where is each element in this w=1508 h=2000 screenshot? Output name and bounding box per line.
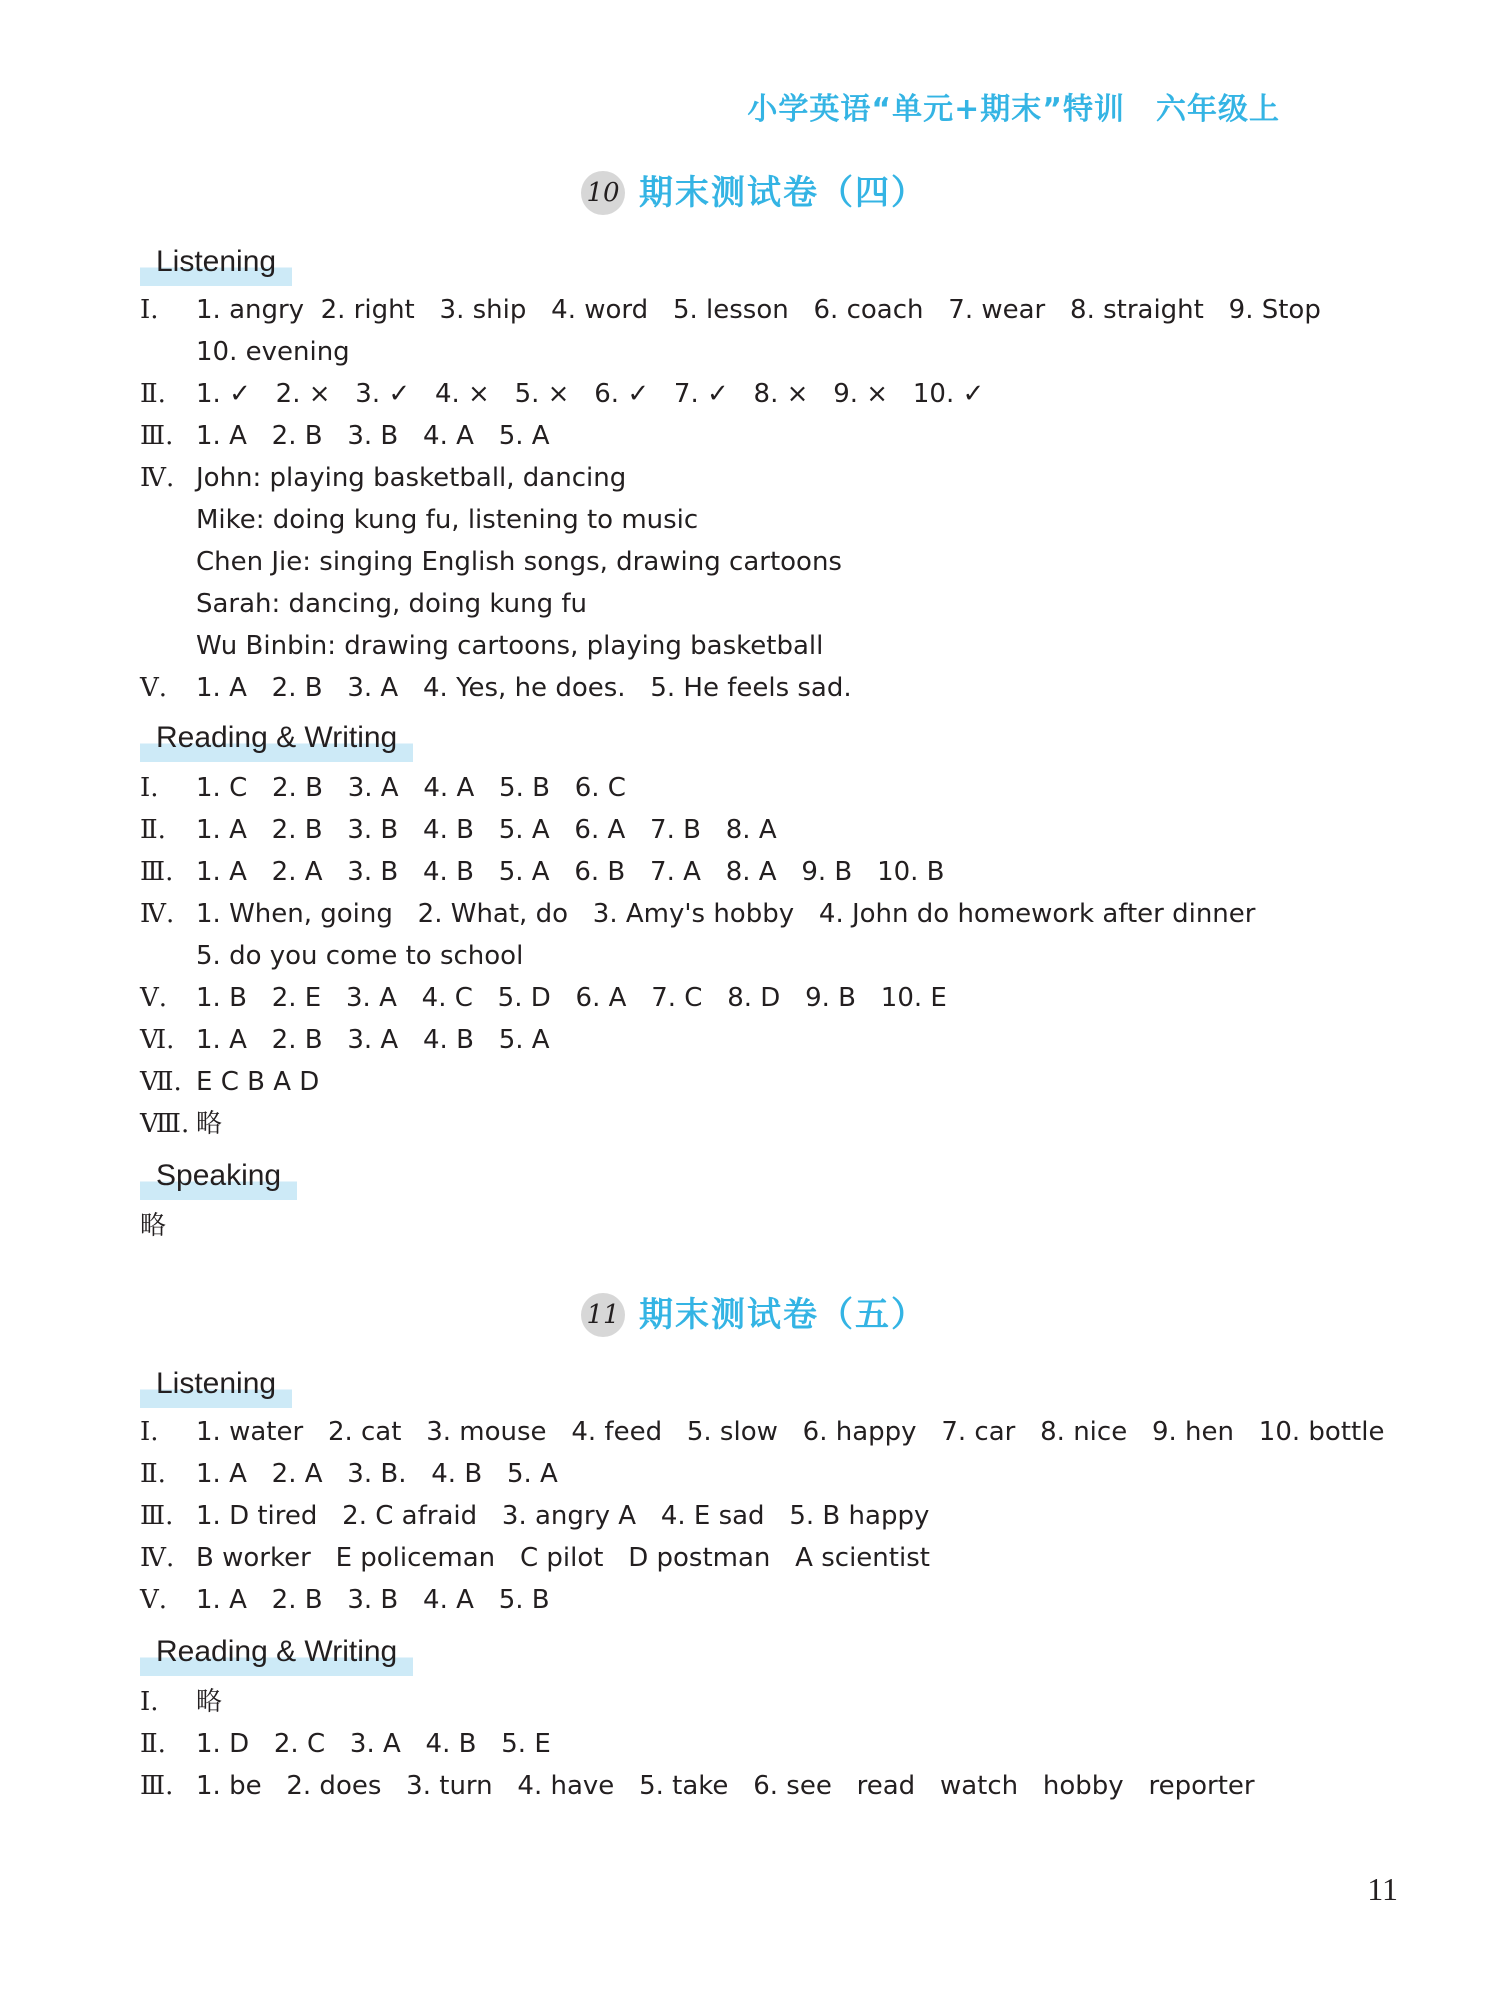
answer-row [196, 584, 587, 624]
answer-text: 1. A 2. A 3. B. 4. B 5. A [196, 1459, 558, 1489]
section-label-reading-writing: Reading & Writing [140, 1632, 413, 1676]
answer-row [140, 1412, 1384, 1452]
test-title: 期末测试卷（五） [639, 1294, 927, 1335]
roman-numeral: Ⅱ. [140, 379, 166, 409]
roman-numeral: Ⅵ. [140, 1025, 175, 1055]
test-number-badge: 10 [581, 171, 625, 215]
answer-text: Sarah: dancing, doing kung fu [196, 589, 588, 619]
answer-text: 1. A 2. B 3. B 4. A 5. A [196, 421, 550, 451]
roman-numeral: Ⅳ. [140, 899, 175, 929]
answer-row [140, 852, 945, 892]
answer-text: 1. When, going 2. What, do 3. Amy's hobby 4. John do homework after dinner [196, 899, 1256, 929]
roman-numeral: Ⅷ. [140, 1109, 190, 1139]
section-label-listening: Listening [140, 242, 292, 286]
answer-row [140, 1766, 1255, 1806]
speaking-answer: 略 [140, 1211, 167, 1241]
roman-numeral: Ⅴ. [140, 673, 168, 703]
answer-text: 1. angry 2. right 3. ship 4. word 5. lesson 6. coach 7. wear 8. straight 9. Stop [196, 295, 1321, 325]
roman-numeral: Ⅰ. [140, 295, 159, 325]
answer-text: Mike: doing kung fu, listening to music [196, 505, 699, 535]
test-10-heading [0, 164, 1508, 220]
book-header-title: 小学英语“单元+期末”特训 六年级上 [747, 92, 1280, 127]
answer-text: 1. A 2. B 3. A 4. Yes, he does. 5. He feels sad. [196, 673, 852, 703]
answer-row [140, 978, 947, 1018]
answer-text: 1. D 2. C 3. A 4. B 5. E [196, 1729, 551, 1759]
roman-numeral: Ⅲ. [140, 1771, 174, 1801]
roman-numeral: Ⅳ. [140, 463, 175, 493]
answer-text: Wu Binbin: drawing cartoons, playing basketball [196, 631, 824, 661]
answer-text: 10. evening [196, 337, 350, 367]
answer-text: 1. C 2. B 3. A 4. A 5. B 6. C [196, 773, 626, 803]
roman-numeral: Ⅶ. [140, 1067, 182, 1097]
answer-row [140, 768, 626, 808]
answer-row [140, 290, 1321, 330]
test-11-heading [0, 1286, 1508, 1342]
answer-row [140, 1062, 319, 1102]
roman-numeral: Ⅰ. [140, 773, 159, 803]
answer-text: 1. water 2. cat 3. mouse 4. feed 5. slow 6. happy 7. car 8. nice 9. hen 10. bottle [196, 1417, 1385, 1447]
answer-row [140, 416, 550, 456]
answer-text: 1. A 2. B 3. B 4. B 5. A 6. A 7. B 8. A [196, 815, 777, 845]
answer-row [140, 1580, 550, 1620]
answer-row [140, 374, 984, 414]
answer-text: 1. ✓ 2. × 3. ✓ 4. × 5. × 6. ✓ 7. ✓ 8. × 9. × 10. ✓ [196, 379, 985, 409]
answer-row [140, 810, 777, 850]
answer-text: 1. be 2. does 3. turn 4. have 5. take 6. see read watch hobby reporter [196, 1771, 1255, 1801]
answer-text: 1. B 2. E 3. A 4. C 5. D 6. A 7. C 8. D 9. B 10. E [196, 983, 947, 1013]
roman-numeral: Ⅰ. [140, 1687, 159, 1717]
answer-row [196, 500, 698, 540]
answer-text: 1. D tired 2. C afraid 3. angry A 4. E sad 5. B happy [196, 1501, 930, 1531]
answer-row [140, 894, 1255, 934]
roman-numeral: Ⅱ. [140, 1459, 166, 1489]
section-label-reading-writing: Reading & Writing [140, 718, 413, 762]
roman-numeral: Ⅴ. [140, 983, 168, 1013]
answer-text: John: playing basketball, dancing [196, 463, 627, 493]
answer-text: Chen Jie: singing English songs, drawing cartoons [196, 547, 842, 577]
roman-numeral: Ⅲ. [140, 857, 174, 887]
roman-numeral: Ⅰ. [140, 1417, 159, 1447]
page-number: 11 [1367, 1871, 1398, 1907]
test-title: 期末测试卷（四） [639, 172, 927, 213]
answer-row [140, 1496, 929, 1536]
answer-text: B worker E policeman C pilot D postman A scientist [196, 1543, 930, 1573]
roman-numeral: Ⅱ. [140, 1729, 166, 1759]
answer-text: E C B A D [196, 1067, 320, 1097]
answer-row [140, 1454, 558, 1494]
answer-text: 1. A 2. B 3. A 4. B 5. A [196, 1025, 550, 1055]
answer-text: 1. A 2. B 3. B 4. A 5. B [196, 1585, 550, 1615]
roman-numeral: Ⅲ. [140, 1501, 174, 1531]
answer-text: 略 [196, 1687, 223, 1717]
answer-row [140, 668, 852, 708]
answer-row [140, 1724, 551, 1764]
answer-row [140, 1020, 550, 1060]
roman-numeral: Ⅲ. [140, 421, 174, 451]
answer-row [196, 936, 523, 976]
answer-text: 5. do you come to school [196, 941, 524, 971]
roman-numeral: Ⅱ. [140, 815, 166, 845]
answer-text: 略 [196, 1109, 223, 1139]
test-number-badge: 11 [581, 1293, 625, 1337]
answer-row [140, 1538, 930, 1578]
answer-row [196, 332, 350, 372]
answer-row [196, 626, 823, 666]
answer-row [140, 1104, 222, 1144]
section-label-speaking: Speaking [140, 1156, 297, 1200]
answer-row [140, 1682, 222, 1722]
section-label-listening: Listening [140, 1364, 292, 1408]
answer-row [196, 542, 842, 582]
roman-numeral: Ⅳ. [140, 1543, 175, 1573]
answer-text: 1. A 2. A 3. B 4. B 5. A 6. B 7. A 8. A 9. B 10. B [196, 857, 945, 887]
roman-numeral: Ⅴ. [140, 1585, 168, 1615]
answer-row [140, 458, 626, 498]
